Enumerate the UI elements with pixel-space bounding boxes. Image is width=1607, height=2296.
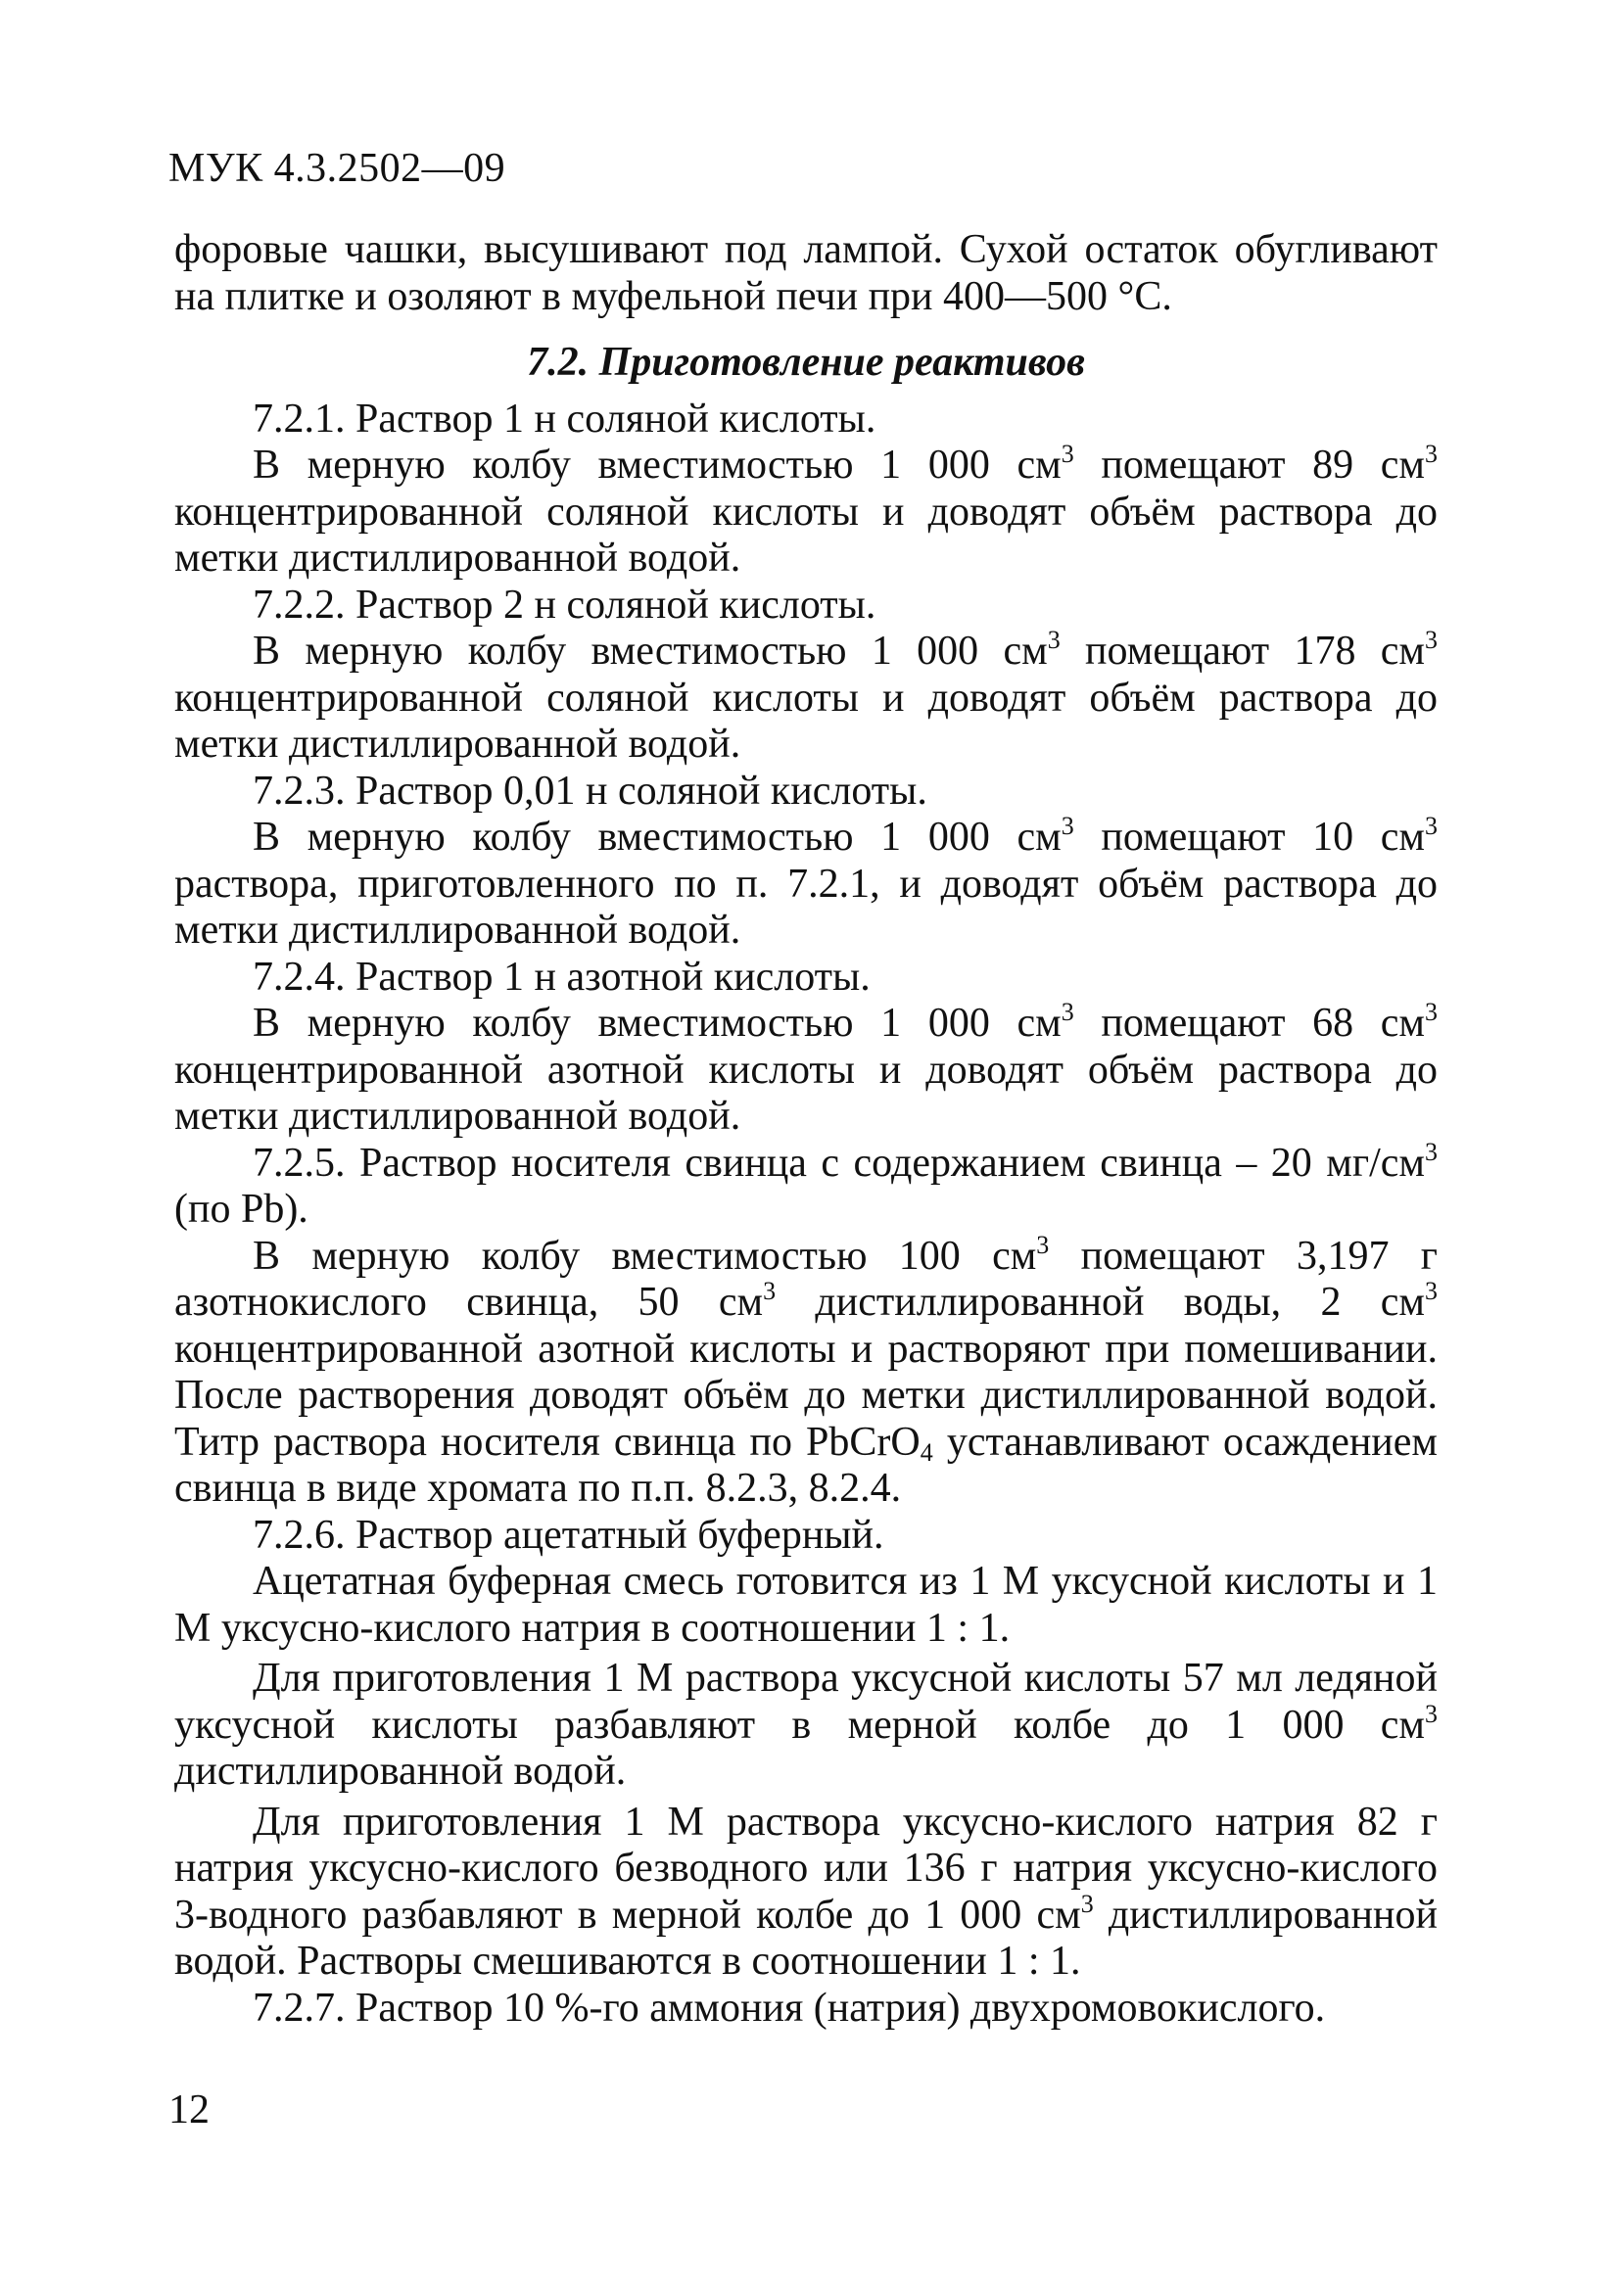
item-7-2-4-text: В мерную колбу вместимостью 1 000 $см^3$ помещают 68 $см^3$ концентрированной азотной кислоты и доводят объём раствора до метки дистиллированной водой.: [174, 998, 1438, 1139]
item-7-2-2-heading: 7.2.2. Раствор 2 н соляной кислоты.: [253, 582, 876, 628]
item-7-2-3-heading: 7.2.3. Раствор 0,01 н соляной кислоты.: [253, 768, 927, 814]
item-7-2-1-text: В мерную колбу вместимостью 1 000 $см^3$ помещают 89 $см^3$ концентрированной соляной кислоты и доводят объём раствора до метки дистиллированной водой.: [174, 440, 1438, 581]
item-7-2-1-heading: 7.2.1. Раствор 1 н соляной кислоты.: [253, 396, 876, 442]
paragraph-continuation: форовые чашки, высушивают под лампой. Сухой остаток обугливают на плитке и озоляют в муфельной печи при 400—500 °С.: [174, 227, 1438, 319]
item-7-2-3-text: В мерную колбу вместимостью 1 000 $см^3$ помещают 10 $см^3$ раствора, приготовленного по п. 7.2.1, и доводят объём раствора до метки дистиллированной водой.: [174, 812, 1438, 953]
document-code-header: МУК 4.3.2502—09: [168, 146, 506, 191]
item-7-2-2-text: В мерную колбу вместимостью 1 000 $см^3$ помещают 178 $см^3$ концентрированной соляной кислоты и доводят объём раствора до метки дистиллированной водой.: [174, 626, 1438, 767]
item-7-2-7-heading: 7.2.7. Раствор 10 %-го аммония (натрия) двухромовокислого.: [253, 1985, 1326, 2031]
item-7-2-6-heading: 7.2.6. Раствор ацетатный буферный.: [253, 1512, 884, 1558]
section-title: 7.2. Приготовление реактивов: [527, 340, 1085, 385]
item-7-2-5-heading: 7.2.5. Раствор носителя свинца с содержанием свинца – 20 $мг/см^3$ (по Pb).: [174, 1137, 1438, 1232]
item-7-2-6-text-1: Ацетатная буферная смесь готовится из 1 М уксусной кислоты и 1 М уксусно-кислого натрия в соотношении 1 : 1.: [174, 1559, 1438, 1651]
page-number: 12: [168, 2087, 210, 2132]
item-7-2-6-text-3: Для приготовления 1 М раствора уксусно-кислого натрия 82 г натрия уксусно-кислого безводного или 136 г натрия уксусно-кислого 3-водного разбавляют в мерной колбе до 1 000 $см^3$ дистиллированной водой. Растворы смешиваются в соотношении 1 : 1.: [174, 1799, 1438, 1984]
item-7-2-6-text-2: Для приготовления 1 М раствора уксусной кислоты 57 мл ледяной уксусной кислоты разбавляют в мерной колбе до 1 000 $см^3$ дистиллированной водой.: [174, 1656, 1438, 1794]
item-7-2-5-text: В мерную колбу вместимостью 100 $см^3$ помещают 3,197 г азотнокислого свинца, 50 $см^3$ дистиллированной воды, 2 $см^3$ концентрированной азотной кислоты и растворяют при помешивании. После растворения доводят объём до метки дистиллированной водой. Титр раствора носителя свинца по PbCrO$_4$ устанавливают осаждением свинца в виде хромата по п.п. 8.2.3, 8.2.4.: [174, 1230, 1439, 1511]
body-text: [174, 227, 1438, 2032]
item-7-2-4-heading: 7.2.4. Раствор 1 н азотной кислоты.: [253, 954, 871, 1000]
